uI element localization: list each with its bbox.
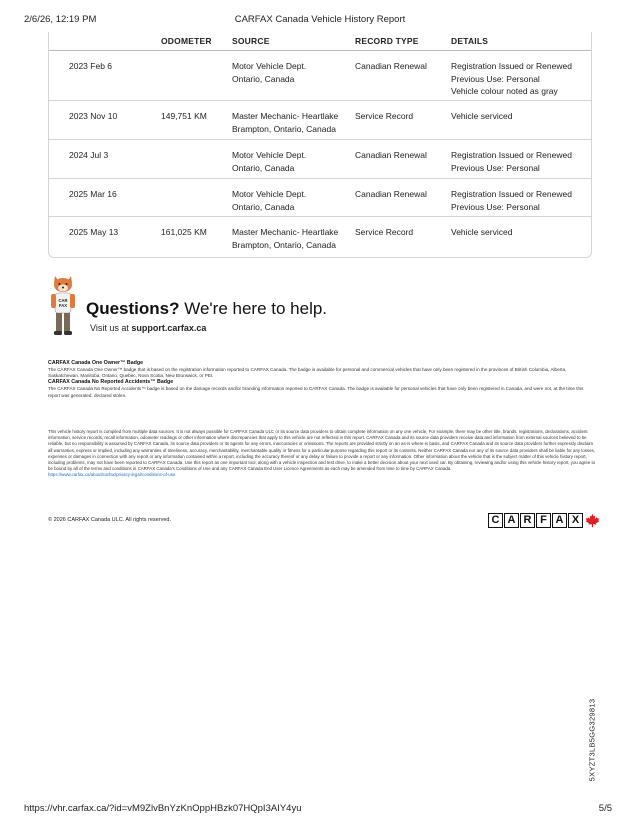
logo-letter: C xyxy=(488,513,503,528)
record-details xyxy=(451,226,591,239)
badge-heading-no-accidents: CARFAX Canada No Reported Accidents™ Badge xyxy=(48,379,174,386)
source-line: Ontario, Canada xyxy=(232,201,295,212)
column-header-odometer: ODOMETER xyxy=(161,36,212,46)
table-row xyxy=(49,51,591,101)
source-line: Motor Vehicle Dept. xyxy=(232,61,307,71)
record-odometer: 161,025 KM xyxy=(161,227,207,237)
record-odometer: 149,751 KM xyxy=(161,111,207,121)
logo-letter: X xyxy=(568,513,583,528)
detail-line: Previous Use: Personal xyxy=(451,201,540,212)
record-source xyxy=(232,188,350,213)
logo-letter: R xyxy=(520,513,535,528)
detail-line: Registration Issued or Renewed xyxy=(451,189,572,199)
source-line: Ontario, Canada xyxy=(232,73,295,84)
badge-heading-one-owner: CARFAX Canada One Owner™ Badge xyxy=(48,360,144,366)
svg-text:FAX: FAX xyxy=(58,303,68,308)
support-link[interactable]: support.carfax.ca xyxy=(131,323,207,333)
support-prefix: Visit us at xyxy=(90,323,132,333)
record-date: 2025 May 13 xyxy=(69,227,119,237)
maple-leaf-icon xyxy=(585,513,600,528)
conditions-of-use-link[interactable]: https://www.carfax.ca/about/carfax/privacy-legal/conditions-of-use xyxy=(48,472,176,478)
record-date: 2023 Nov 10 xyxy=(69,111,118,121)
source-line: Brampton, Ontario, Canada xyxy=(232,123,336,134)
source-line: Motor Vehicle Dept. xyxy=(232,189,307,199)
badge-text-one-owner: The CARFAX Canada One Owner™ badge that is based on the registration information reported to CARFAX Canada. The badge is available for personal and commercial vehicles that have only been registered in the provinces of British Columbia, Alberta, Saskatchewan, Manitoba, Ontario, Quebec, Nova Scotia, New Brunswick, or PEI. xyxy=(48,367,567,379)
carfax-fox-mascot xyxy=(48,273,78,339)
source-line: Brampton, Ontario, Canada xyxy=(232,239,336,250)
record-type: Service Record xyxy=(355,111,414,121)
history-table xyxy=(48,32,592,258)
source-line: Ontario, Canada xyxy=(232,162,295,173)
source-line: Master Mechanic- Heartlake xyxy=(232,111,339,121)
print-title: CARFAX Canada Vehicle History Report xyxy=(234,14,406,25)
record-source xyxy=(232,60,350,85)
questions-heading-rest: We're here to help. xyxy=(179,299,328,318)
record-date: 2023 Feb 6 xyxy=(69,61,113,71)
source-line: Motor Vehicle Dept. xyxy=(232,150,307,160)
record-type: Canadian Renewal xyxy=(355,61,427,71)
record-details xyxy=(451,188,591,213)
table-row xyxy=(49,217,591,257)
record-date: 2025 Mar 16 xyxy=(69,189,117,199)
column-header-record-type: RECORD TYPE xyxy=(355,36,419,46)
record-details xyxy=(451,60,591,98)
record-type: Canadian Renewal xyxy=(355,150,427,160)
page-url: https://vhr.carfax.ca/?id=vM9ZlvBnYzKnOppHBzk07HQpI3AIY4yu xyxy=(24,803,302,814)
logo-letter: A xyxy=(504,513,519,528)
print-footer xyxy=(24,803,616,815)
disclaimer-text: This vehicle history report is compiled from multiple data sources. It is not always possible for CARFAX Canada ULC or its source data providers to obtain complete information on any one vehicle. For example, there may be other title, brands, registrations, declarations, accident information, service records, recall information, odometer readings or other information where discrepancies that apply to this vehicle are not reflected in this report. CARFAX Canada and its source data providers receive data and information from external sources believed to be reliable, but no responsibility is assumed by CARFAX Canada, its source data providers or its agents for any errors, inaccuracies or omissions. The reports are provided strictly on an as-is where-is basis, and CARFAX Canada and its source data providers further expressly disclaim all warranties, express or implied, including any warranties of timeliness, accuracy, merchantability, merchantable quality or fitness for a particular purpose regarding this report or its contents. Neither CARFAX Canada nor any of its source data providers shall be liable for any losses, expenses or damages in connection with any report or any information contained within a report, including the accuracy thereof or any delay or failure to provide a report or any information. Other information about the vehicle that is the subject matter of this vehicle history report, including problems, may not have been reported to CARFAX Canada. Use this report as one important tool, along with a vehicle inspection and test drive, to make a better decision about your next used car. By obtaining, reviewing and/or using this vehicle history report, you agree to be bound by all of the terms and conditions in CARFAX Canada's Conditions of Use and any CARFAX Canada End User Licence Agreements as each may be amended from time to time by CARFAX Canada. xyxy=(48,429,596,472)
vin-text: 5XYZT3LB5GG329813 xyxy=(587,698,597,782)
detail-line: Previous Use: Personal xyxy=(451,73,540,84)
logo-letter: F xyxy=(536,513,551,528)
carfax-logo xyxy=(488,513,600,528)
page-number: 5/5 xyxy=(598,803,612,814)
record-type: Service Record xyxy=(355,227,414,237)
record-source xyxy=(232,149,350,174)
detail-line: Previous Use: Personal xyxy=(451,162,540,173)
detail-line: Vehicle serviced xyxy=(451,227,513,237)
vin-vertical xyxy=(587,700,597,780)
logo-letter: A xyxy=(552,513,567,528)
legal-disclaimer xyxy=(48,429,596,479)
detail-line: Vehicle colour noted as gray xyxy=(451,86,558,96)
table-row xyxy=(49,179,591,217)
table-row xyxy=(49,140,591,179)
record-details xyxy=(451,149,591,174)
record-source xyxy=(232,226,350,251)
copyright: © 2026 CARFAX Canada ULC. All rights reserved. xyxy=(48,517,171,523)
print-date: 2/6/26, 12:19 PM xyxy=(24,14,97,25)
print-header xyxy=(24,14,616,28)
detail-line: Registration Issued or Renewed xyxy=(451,150,572,160)
badge-text-no-accidents: The CARFAX Canada No Reported Accidents™ badge is based on the damage records and/or branding information reported to CARFAX Canada. The badge is available for personal vehicles that have only been registered in Canada, and were not, at the time this report was generated, declared stolen. xyxy=(48,386,584,398)
questions-heading xyxy=(86,299,327,319)
column-header-source: SOURCE xyxy=(232,36,270,46)
record-source xyxy=(232,110,350,135)
source-line: Master Mechanic- Heartlake xyxy=(232,227,339,237)
questions-heading-bold: Questions? xyxy=(86,299,180,318)
table-row xyxy=(49,101,591,140)
detail-line: Vehicle serviced xyxy=(451,111,513,121)
support-line xyxy=(90,323,206,333)
record-date: 2024 Jul 3 xyxy=(69,150,109,160)
badge-definitions xyxy=(48,360,596,399)
detail-line: Registration Issued or Renewed xyxy=(451,61,572,71)
column-header-details: DETAILS xyxy=(451,36,489,46)
record-details xyxy=(451,110,591,123)
svg-text:CAR: CAR xyxy=(58,298,68,303)
record-type: Canadian Renewal xyxy=(355,189,427,199)
